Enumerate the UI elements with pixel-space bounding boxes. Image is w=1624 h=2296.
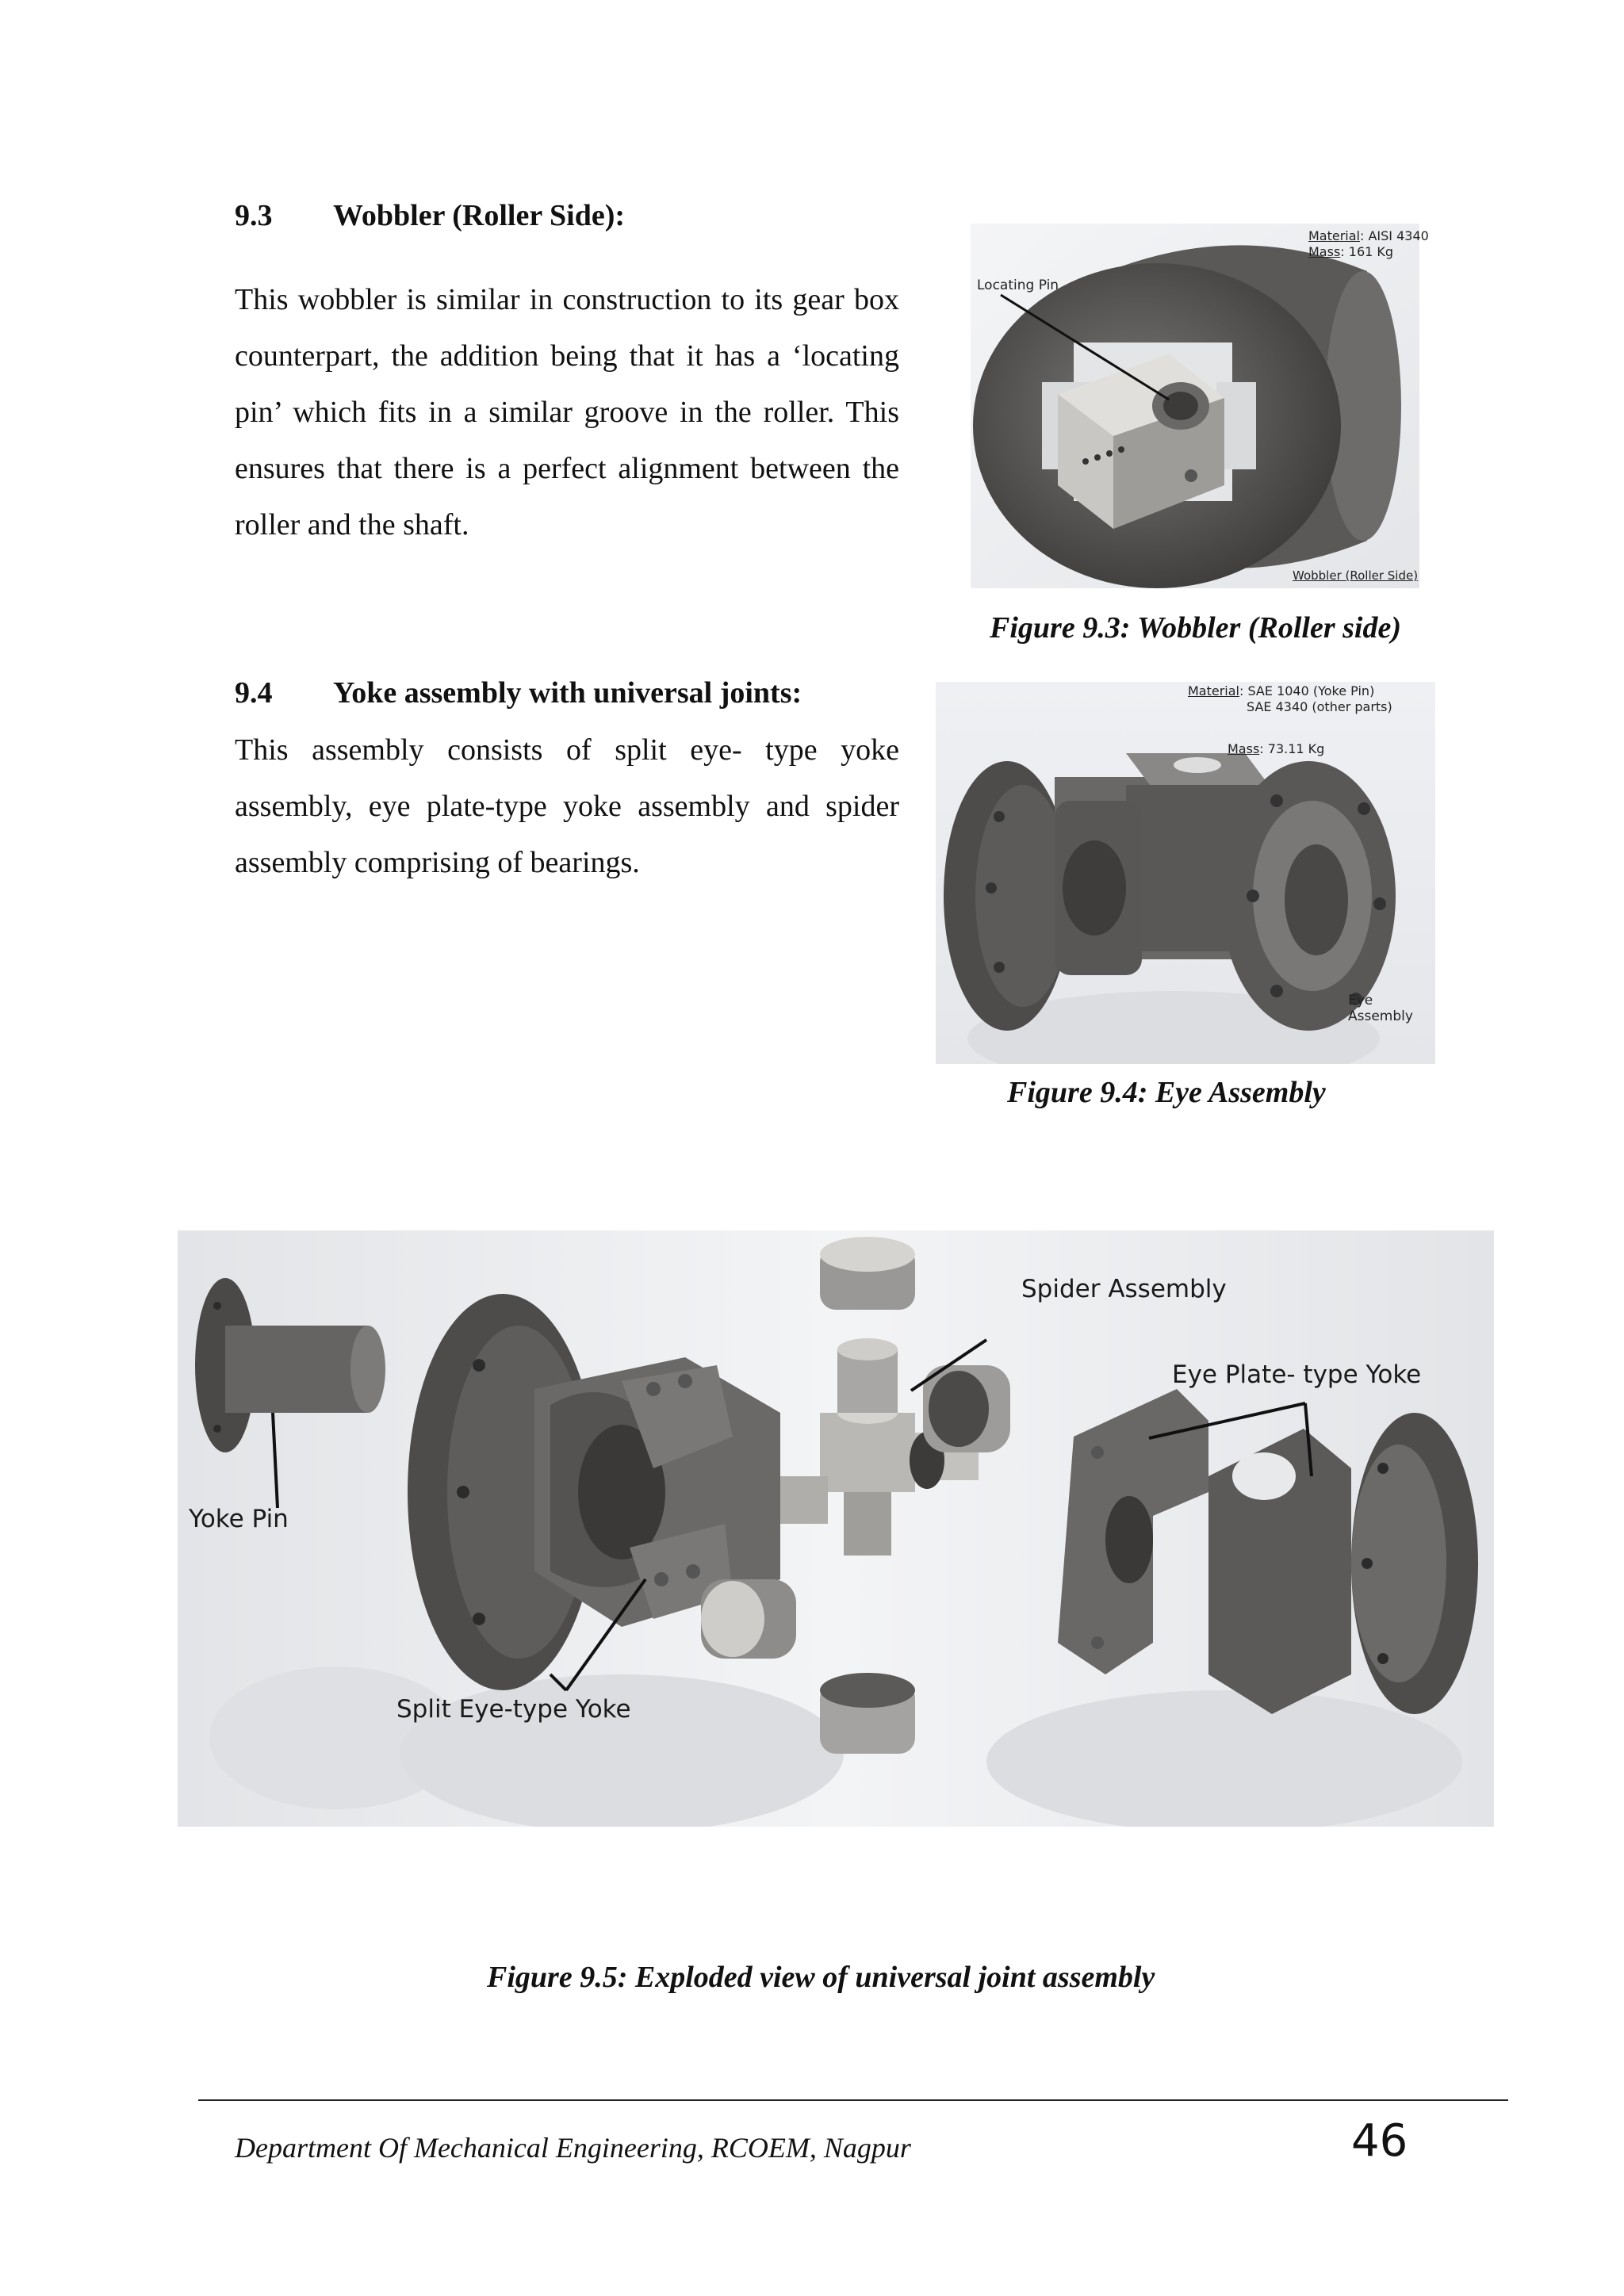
eye-assembly-label [1348,993,1413,1024]
spider-assembly-label: Spider Assembly [1021,1275,1227,1303]
figure-9-3-caption: Figure 9.3: Wobbler (Roller side) [990,611,1401,645]
footer-rule [198,2099,1508,2101]
material-label: Material [1188,683,1239,698]
figure-9-4-mass-spec [1228,741,1324,757]
material-value: : AISI 4340 [1360,228,1429,243]
section-9-4-paragraph: This assembly consists of split eye- type yoke assembly, eye plate-type yoke assembly and spider assembly comprising of bearings. [235,733,899,879]
mass-value: : 73.11 Kg [1259,741,1325,756]
page-number: 46 [1351,2115,1408,2167]
mass-label: Mass [1228,741,1260,756]
figure-9-5-caption: Figure 9.5: Exploded view of universal joint assembly [487,1961,1155,1994]
section-title: Yoke assembly with universal joints: [333,676,802,710]
eye-label: Eye [1348,993,1373,1008]
mass-label: Mass [1308,244,1341,259]
footer-department: Department Of Mechanical Engineering, RCOEM, Nagpur [235,2132,911,2164]
section-9-3-heading [235,198,625,233]
material-value-line1: : SAE 1040 (Yoke Pin) [1239,683,1375,698]
yoke-pin-label: Yoke Pin [189,1505,289,1533]
eye-plate-yoke-label: Eye Plate- type Yoke [1172,1360,1422,1389]
mass-value: : 161 Kg [1340,244,1394,259]
figure-9-4-caption: Figure 9.4: Eye Assembly [1007,1076,1326,1109]
material-value-line2: SAE 4340 (other parts) [1247,699,1392,714]
split-eye-yoke-label: Split Eye-type Yoke [396,1695,631,1724]
section-number: 9.4 [235,676,273,710]
section-9-3-paragraph: This wobbler is similar in construction to its gear box counterpart, the addition being that it has a ‘locating pin’ which fits in a similar groove in the roller. This ensures that there is a perfect alignment between the roller and the shaft. [235,283,899,541]
section-title: Wobbler (Roller Side): [333,199,626,232]
section-number: 9.3 [235,199,273,232]
figure-9-5-image [178,1230,1494,1827]
material-label: Material [1308,228,1360,243]
figure-9-4-material-spec [1188,683,1392,715]
figure-9-3-material-spec [1308,228,1429,260]
wobbler-part-label: Wobbler (Roller Side) [1293,568,1419,583]
locating-pin-label: Locating Pin [977,277,1059,293]
assembly-label: Assembly [1348,1008,1413,1024]
section-9-4-heading [235,675,802,710]
